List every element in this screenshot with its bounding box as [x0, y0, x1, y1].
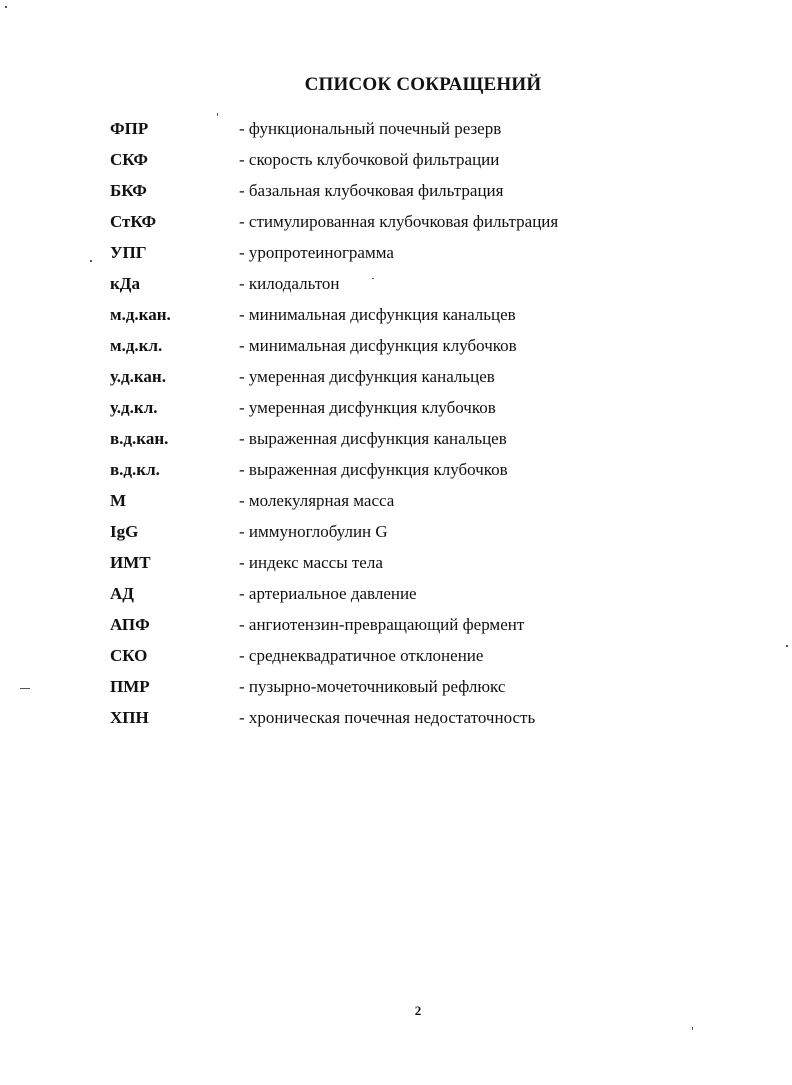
- abbreviation-definition: - уропротеинограмма: [239, 243, 394, 262]
- abbreviation-term: АПФ: [110, 615, 150, 634]
- abbreviation-definition: - иммуноглобулин G: [239, 522, 388, 541]
- abbreviation-term: м.д.кл.: [110, 336, 163, 355]
- abbreviation-definition: - среднеквадратичное отклонение: [239, 646, 484, 665]
- abbreviation-term: УПГ: [110, 243, 147, 262]
- list-item: [110, 645, 710, 676]
- abbreviation-definition: - функциональный почечный резерв: [239, 119, 502, 138]
- list-item: [110, 366, 710, 397]
- scan-speck: [217, 113, 218, 116]
- abbreviation-term: ФПР: [110, 119, 149, 138]
- abbreviation-definition: - килодальтон: [239, 274, 340, 293]
- abbreviation-term: в.д.кл.: [110, 460, 160, 479]
- list-item: [110, 335, 710, 366]
- abbreviation-definition: - выраженная дисфункция клубочков: [239, 460, 508, 479]
- list-item: [110, 118, 710, 149]
- scan-speck: [5, 6, 7, 8]
- list-item: [110, 273, 710, 304]
- list-item: [110, 707, 710, 738]
- list-item: [110, 211, 710, 242]
- abbreviation-term: в.д.кан.: [110, 429, 169, 448]
- abbreviation-definition: - ангиотензин-превращающий фермент: [239, 615, 525, 634]
- abbreviation-definition: - хроническая почечная недостаточность: [239, 708, 536, 727]
- scan-speck: [786, 645, 788, 647]
- list-item: [110, 242, 710, 273]
- abbreviation-term: IgG: [110, 522, 139, 541]
- list-item: [110, 552, 710, 583]
- abbreviation-list: [110, 118, 710, 738]
- list-item: [110, 428, 710, 459]
- abbreviation-term: СКФ: [110, 150, 148, 169]
- list-item: [110, 149, 710, 180]
- abbreviation-term: у.д.кл.: [110, 398, 158, 417]
- list-item: [110, 490, 710, 521]
- list-item: [110, 614, 710, 645]
- abbreviation-term: СКО: [110, 646, 148, 665]
- abbreviation-definition: - базальная клубочковая фильтрация: [239, 181, 504, 200]
- abbreviation-term: ХПН: [110, 708, 149, 727]
- scan-speck: [20, 688, 30, 689]
- abbreviation-definition: - артериальное давление: [239, 584, 417, 603]
- abbreviation-definition: - минимальная дисфункция клубочков: [239, 336, 517, 355]
- abbreviation-definition: - умеренная дисфункция канальцев: [239, 367, 495, 386]
- abbreviation-term: кДа: [110, 274, 140, 293]
- list-item: [110, 180, 710, 211]
- abbreviation-term: М: [110, 491, 127, 510]
- abbreviation-definition: - выраженная дисфункция канальцев: [239, 429, 507, 448]
- list-item: [110, 521, 710, 552]
- abbreviation-definition: - индекс массы тела: [239, 553, 383, 572]
- abbreviation-definition: - минимальная дисфункция канальцев: [239, 305, 516, 324]
- abbreviation-term: АД: [110, 584, 134, 603]
- abbreviation-term: м.д.кан.: [110, 305, 171, 324]
- abbreviation-definition: - пузырно-мочеточниковый рефлюкс: [239, 677, 506, 696]
- scan-speck: [90, 260, 92, 262]
- page-number: 2: [414, 1003, 422, 1018]
- abbreviation-definition: - скорость клубочковой фильтрации: [239, 150, 500, 169]
- abbreviation-definition: - стимулированная клубочковая фильтрация: [239, 212, 559, 231]
- list-item: [110, 676, 710, 707]
- list-item: [110, 304, 710, 335]
- abbreviation-definition: - молекулярная масса: [239, 491, 395, 510]
- abbreviation-definition: - умеренная дисфункция клубочков: [239, 398, 496, 417]
- abbreviation-term: СтКФ: [110, 212, 157, 231]
- abbreviation-term: БКФ: [110, 181, 147, 200]
- abbreviation-term: ПМР: [110, 677, 150, 696]
- abbreviation-term: ИМТ: [110, 553, 151, 572]
- scan-speck: [692, 1027, 693, 1030]
- page-title: СПИСОК СОКРАЩЕНИЙ: [304, 74, 542, 95]
- list-item: [110, 459, 710, 490]
- abbreviation-term: у.д.кан.: [110, 367, 166, 386]
- list-item: [110, 397, 710, 428]
- list-item: [110, 583, 710, 614]
